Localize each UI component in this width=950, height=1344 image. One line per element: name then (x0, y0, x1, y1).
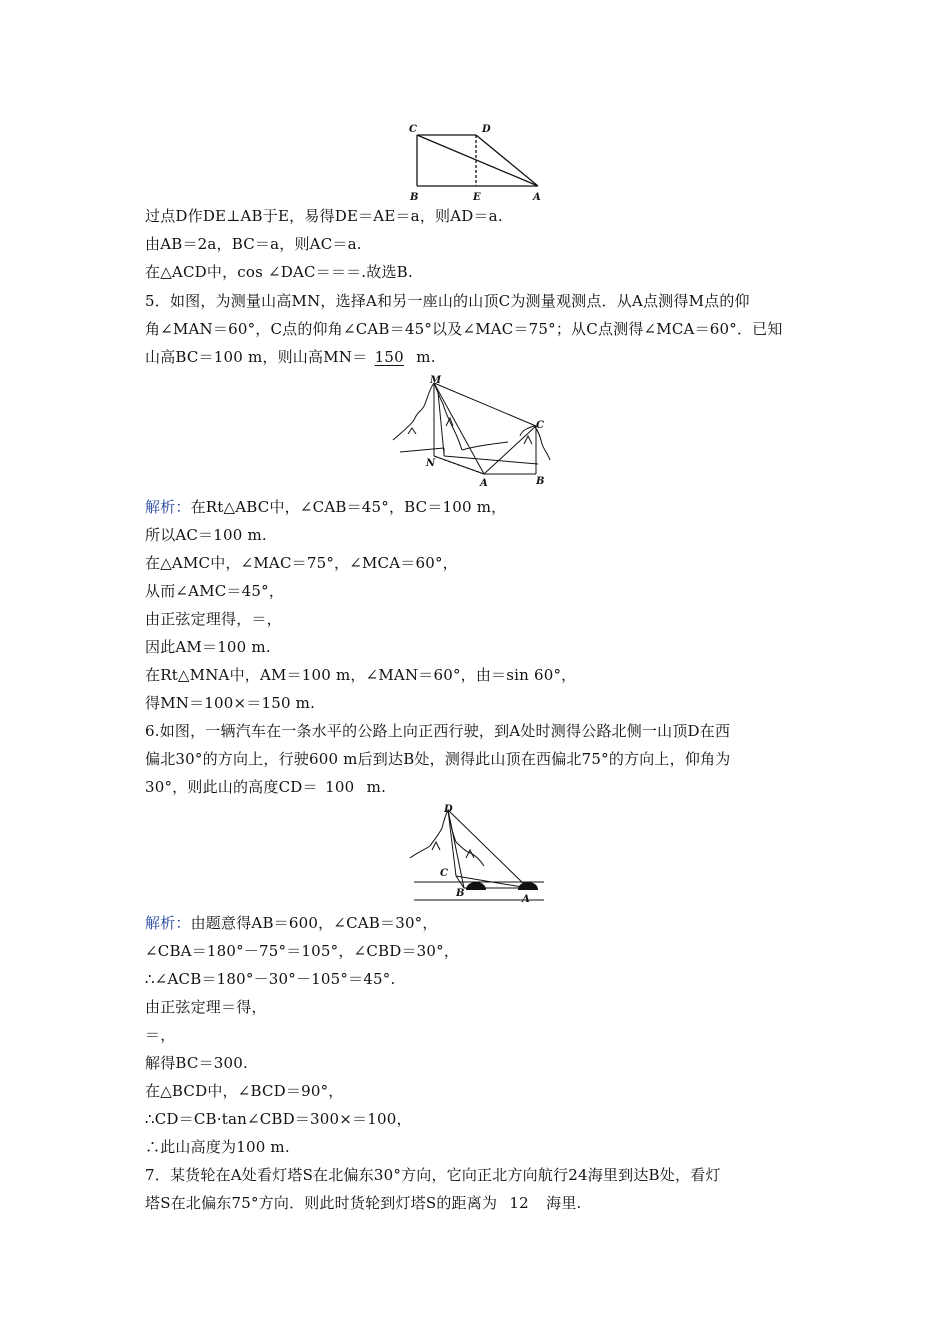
text-line: ∴此山高度为100 m. (145, 1138, 290, 1156)
text-line: 在△BCD中，∠BCD＝90°， (145, 1082, 344, 1100)
question-6-line: 6.如图，一辆汽车在一条水平的公路上向正西行驶，到A处时测得公路北侧一山顶D在西 (145, 722, 731, 740)
text-line: ∠CBA＝180°－75°＝105°，∠CBD＝30°， (145, 942, 460, 960)
unit-q5: m. (416, 348, 436, 366)
solution-label: 解析： (145, 914, 191, 932)
figure-2-diagram (388, 374, 568, 490)
fig2-label-n: N (426, 458, 436, 469)
text-line: 所以AC＝100 m. (145, 526, 267, 544)
text-line: 过点D作DE⊥AB于E，易得DE＝AE＝a，则AD＝a. (145, 207, 503, 225)
solution-5-first: 在Rt△ABC中，∠CAB＝45°，BC＝100 m， (190, 498, 507, 516)
text-line: 由正弦定理＝得， (145, 998, 267, 1016)
solution-6-first: 由题意得AB＝600，∠CAB＝30°， (190, 914, 438, 932)
fig1-label-b: B (410, 192, 419, 203)
text-line: 因此AM＝100 m. (145, 638, 271, 656)
figure-3-diagram (404, 802, 550, 906)
question-7-text: 塔S在北偏东75°方向．则此时货轮到灯塔S的距离为 (145, 1194, 498, 1212)
fig3-label-d: D (444, 804, 453, 815)
fig2-label-b: B (536, 476, 545, 487)
answer-q7: 12 (509, 1194, 529, 1212)
text-line: 在Rt△MNA中，AM＝100 m，∠MAN＝60°，由＝sin 60°， (145, 666, 577, 684)
fig1-label-e: E (473, 192, 481, 203)
fig3-label-b: B (456, 888, 465, 899)
question-5-line: 5．如图，为测量山高MN，选择A和另一座山的山顶C为测量观测点．从A点测得M点的仰 (145, 292, 750, 310)
solution-6-line (145, 913, 810, 933)
text-line: ∴∠ACB＝180°－30°－105°＝45°. (145, 970, 396, 988)
fig3-label-c: C (440, 868, 448, 879)
solution-5-line (145, 497, 810, 517)
question-5-text: 山高BC＝100 m，则山高MN＝ (145, 348, 368, 366)
unit-q6: m. (366, 778, 387, 796)
text-line: 由正弦定理得，＝， (145, 610, 282, 628)
text-line: ＝， (145, 1026, 176, 1044)
text-line: 在△AMC中，∠MAC＝75°，∠MCA＝60°， (145, 554, 458, 572)
question-6-line: 偏北30°的方向上，行驶600 m后到达B处，测得此山顶在西偏北75°的方向上，仰角为 (145, 750, 731, 768)
question-7-line: 7．某货轮在A处看灯塔S在北偏东30°方向，它向正北方向航行24海里到达B处，看灯 (145, 1166, 721, 1184)
question-6-text: 30°，则此山的高度CD＝ (145, 778, 318, 796)
question-6-line (145, 777, 810, 797)
fig1-label-c: C (409, 124, 417, 135)
fig1-label-d: D (482, 124, 491, 135)
answer-q5: 150 (374, 348, 404, 366)
text-line: 在△ACD中，cos ∠DAC＝＝＝.故选B. (145, 263, 413, 281)
text-line: 由AB＝2a，BC＝a，则AC＝a. (145, 235, 362, 253)
fig1-label-a: A (533, 192, 541, 203)
text-line: ∴CD＝CB·tan∠CBD＝300×＝100， (145, 1110, 412, 1128)
figure-1-diagram (400, 118, 550, 204)
solution-label: 解析： (145, 498, 191, 516)
question-7-line (145, 1193, 810, 1213)
fig2-label-c: C (536, 420, 544, 431)
text-line: 从而∠AMC＝45°， (145, 582, 285, 600)
fig3-label-a: A (522, 894, 530, 905)
answer-q6: 100 (325, 778, 355, 796)
unit-q7: 海里. (546, 1194, 582, 1212)
fig2-label-m: M (430, 375, 442, 386)
text-line: 解得BC＝300. (145, 1054, 248, 1072)
text-line: 得MN＝100×＝150 m. (145, 694, 316, 712)
question-5-line (145, 347, 810, 367)
fig2-label-a: A (480, 478, 488, 489)
question-5-line: 角∠MAN＝60°，C点的仰角∠CAB＝45°以及∠MAC＝75°；从C点测得∠MCA＝60°．已知 (145, 320, 783, 338)
